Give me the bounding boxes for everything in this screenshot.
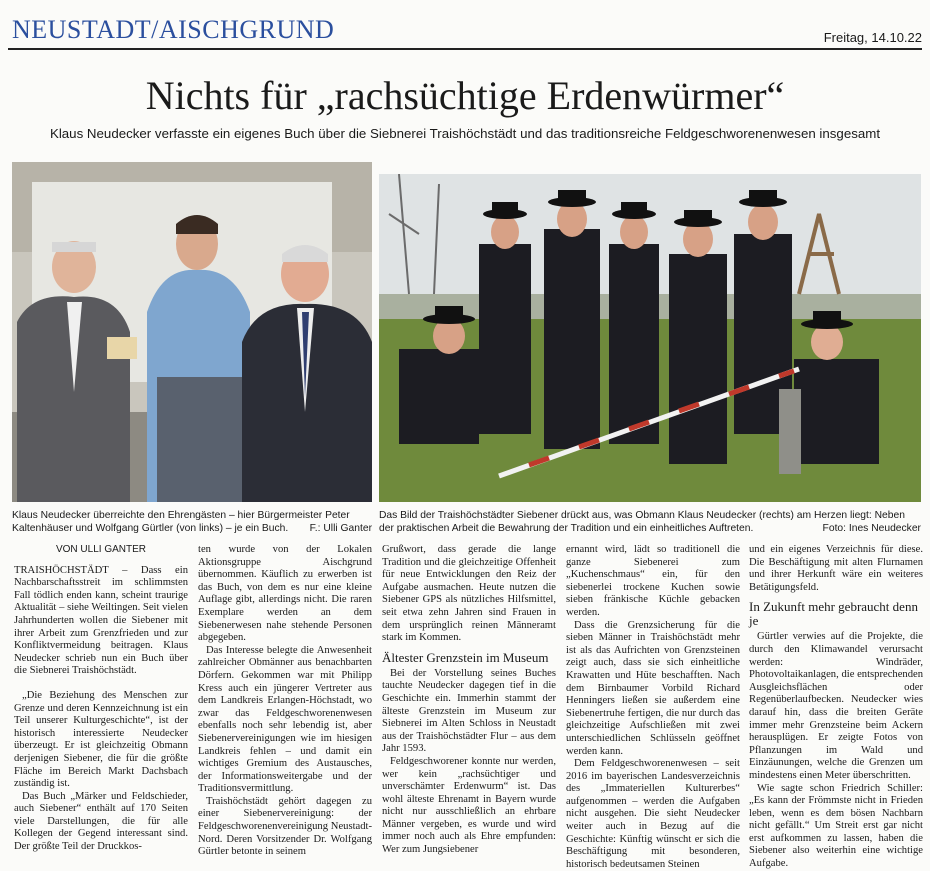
paragraph: Wie sagte schon Friedrich Schiller: „Es kann der Frömmste nicht in Frieden leben, wenn es dem bösen Nachbarn nicht gefällt.“ Um Streit erst gar nicht erst aufkommen zu lassen, haben die Siebener also weiterhin eine wichtige Aufgabe.	[749, 782, 923, 870]
section-title: NEUSTADT/AISCHGRUND	[12, 15, 335, 44]
header-rule	[8, 48, 922, 50]
paragraph: Bei der Vorstellung seines Buches tauchte Neudecker dagegen tief in die Geschichte ein. Immerhin stammt der älteste Grenzstein im Museum zur Siebnerei im Alten Schloss in Neustadt aus der Traishöchstädter Flur – aus dem Jahr 1593.	[382, 667, 556, 755]
photo-caption-right	[379, 509, 921, 535]
photo-book-handover-illustration	[12, 162, 372, 502]
paragraph: ernannt wird, lädt so traditionell die ganze Siebenerei zum „Kuchenschmaus“ ein, für den siebenerlei trockene Kuchen sowie sieben fränkische Küchle gebacken werden.	[566, 544, 740, 618]
paragraph: Das Buch „Märker und Feldschieder, auch Siebener“ enthält auf 170 Seiten viele Darstellungen, die für alle Kollegen der Gegend interessant sind. Der größte Teil der Druckkos-	[14, 790, 188, 853]
article-column-1	[14, 544, 188, 854]
photo-credit: Foto: Ines Neudecker	[822, 523, 921, 534]
article-column-5	[749, 544, 923, 871]
photo-caption-left	[12, 509, 372, 535]
publication-date: Freitag, 14.10.22	[823, 30, 922, 45]
paragraph: TRAISHÖCHSTÄDT – Dass ein Nachbarschaftsstreit im schlimmsten Fall tödlich enden kann, scheint traurige Aktualität – siehe Weiltingen. Seit vielen Jahrhunderten wollen die Siebener mit ihrer Arbeit zum Grenzfrieden und zur Konfliktvermeidung beitragen. Klaus Neudecker schrieb nun ein Buch über die Siebnerei Traishöchstädt.	[14, 564, 188, 677]
photo-book-handover	[12, 162, 372, 502]
subheading: In Zukunft mehr gebraucht denn je	[749, 599, 918, 629]
paragraph: ten wurde von der Lokalen Aktionsgruppe Aischgrund übernommen. Käuflich zu erwerben ist das Buch, von dem es nur eine kleine Auflage gibt, allerdings nicht. Die raren Exemplare werden an dem Siebenerwesen nahe stehende Personen abgegeben.	[198, 544, 372, 644]
byline: VON ULLI GANTER	[55, 544, 147, 555]
paragraph: Das Interesse belegte die Anwesenheit zahlreicher Obmänner aus benachbarten Dörfern. Gekommen war mit Philipp Kress auch ein jüngerer Vertreter aus dem Landkreis Erlangen-Höchstadt, wo zwar das Feldgeschworenenwesen ebenfalls noch sehr lebendig ist, aber Siebenervereinigungen wie im hiesigen Landkreis fehlen – und damit ein wichtiges Gremium des Austausches, der Informationsweitergabe und der Traditionsvermittlung.	[198, 644, 372, 795]
caption-text: Klaus Neudecker überreichte den Ehrengästen – hier Bürgermeister Peter Kaltenhäuser und Wolfgang Gürtler (von links) – je ein Buch.	[12, 510, 350, 534]
article-column-3	[382, 544, 556, 857]
article-column-4	[566, 544, 740, 871]
paragraph: Dem Feldgeschworenenwesen – seit 2016 im bayerischen Landesverzeichnis des „Immateriellen Kulturerbes“ aufgenommen – werden die Aufgaben nicht ausgehen. Die sieht Neudecker weiter auch in Bezug auf die Geschichte: Künftig wünscht er sich die Beschäftigung mit besonderen, historisch bedeutsamen Steinen	[566, 758, 740, 870]
paragraph: Gürtler verwies auf die Projekte, die durch den Klimawandel verursacht werden: Windräder, Photovoltaikanlagen, die entsprechenden Ausgleichsflächen oder Regenüberlaufbecken. Neudecker wies darauf hin, dass die breiten Geräte immer mehr Grenzsteine beim Ackern herausplügen. Er zeigte Fotos von Pflanzungen im Wald und Einzäunungen, welche die Grenzen um mindestens einen Meter überschritten.	[749, 631, 923, 781]
article-column-2	[198, 544, 372, 859]
subheadline: Klaus Neudecker verfasste ein eigenes Buch über die Siebnerei Traishöchstädt und das traditionsreiche Feldgeschworenenwesen insgesamt	[49, 126, 881, 141]
photo-credit: F.: Ulli Ganter	[309, 523, 372, 534]
paragraph: Grußwort, dass gerade die lange Tradition und die gleichzeitige Offenheit für neue Entwicklungen den Reiz der Aufgabe ausmachen. Heute nutzen die Siebener GPS als nützliches Hilfsmittel, seit etwa zehn Jahren sind Frauen in dem ursprünglich reinen Männeramt stark im Kommen.	[382, 544, 556, 644]
paragraph: Traishöchstädt gehört dagegen zu einer Siebenervereinigung: der Feldgeschworenenvereinigung Neustadt-Nord. Deren Vorsitzender Dr. Wolfgang Gürtler betonte in seinem	[198, 795, 372, 858]
caption-text: Das Bild der Traishöchstädter Siebener drückt aus, was Obmann Klaus Neudecker (rechts) am Herzen liegt: Neben der praktischen Arbeit die Bewahrung der Tradition und ein einheitliches Auftreten.	[379, 510, 905, 534]
photo-siebener-group	[379, 174, 921, 502]
paragraph: und ein eigenes Verzeichnis für diese. Die Beschäftigung mit alten Flurnamen und ihrer Herkunft wäre ein weiteres Betätigungsfeld.	[749, 544, 923, 593]
paragraph: Feldgeschworener konnte nur werden, wer kein „rachsüchtiger und unverschämter Erdenwurm“ ist. Das wohl älteste Ehrenamt in Bayern wurde nicht nur ausschließlich an ehrbare Männer vergeben, es wurde und wird immer noch auch als Ehre empfunden: Wer zum Jungsiebener	[382, 755, 556, 856]
photo-siebener-group-illustration	[379, 174, 921, 502]
headline: Nichts für „rachsüchtige Erdenwürmer“	[145, 73, 785, 118]
subheading: Ältester Grenzstein im Museum	[382, 649, 549, 665]
paragraph: Dass die Grenzsicherung für die sieben Männer in Traishöchstädt mehr ist als das Aufrichten von Grenzsteinen zeigt auch, dass sie sich einheitliche Krawatten und Hüte beschafften. Nach dem Birnbaumer Vorbild Richard Henningers ließen sie außerdem eine Siebenertruhe fertigen, die nur durch das gleichzeitige Aufschließen mit zwei unterschiedlichen Schlüsseln geöffnet werden kann.	[566, 619, 740, 757]
paragraph: „Die Beziehung des Menschen zur Grenze und deren Kennzeichnung ist ein Teil unserer Kulturgeschichte“, ist der historisch interessierte Neudecker überzeugt. Er ist gleichzeitig Obmann derjenigen Siebener, die für die größte Fläche im Bereich Markt Dachsbach zuständig ist.	[14, 689, 188, 790]
